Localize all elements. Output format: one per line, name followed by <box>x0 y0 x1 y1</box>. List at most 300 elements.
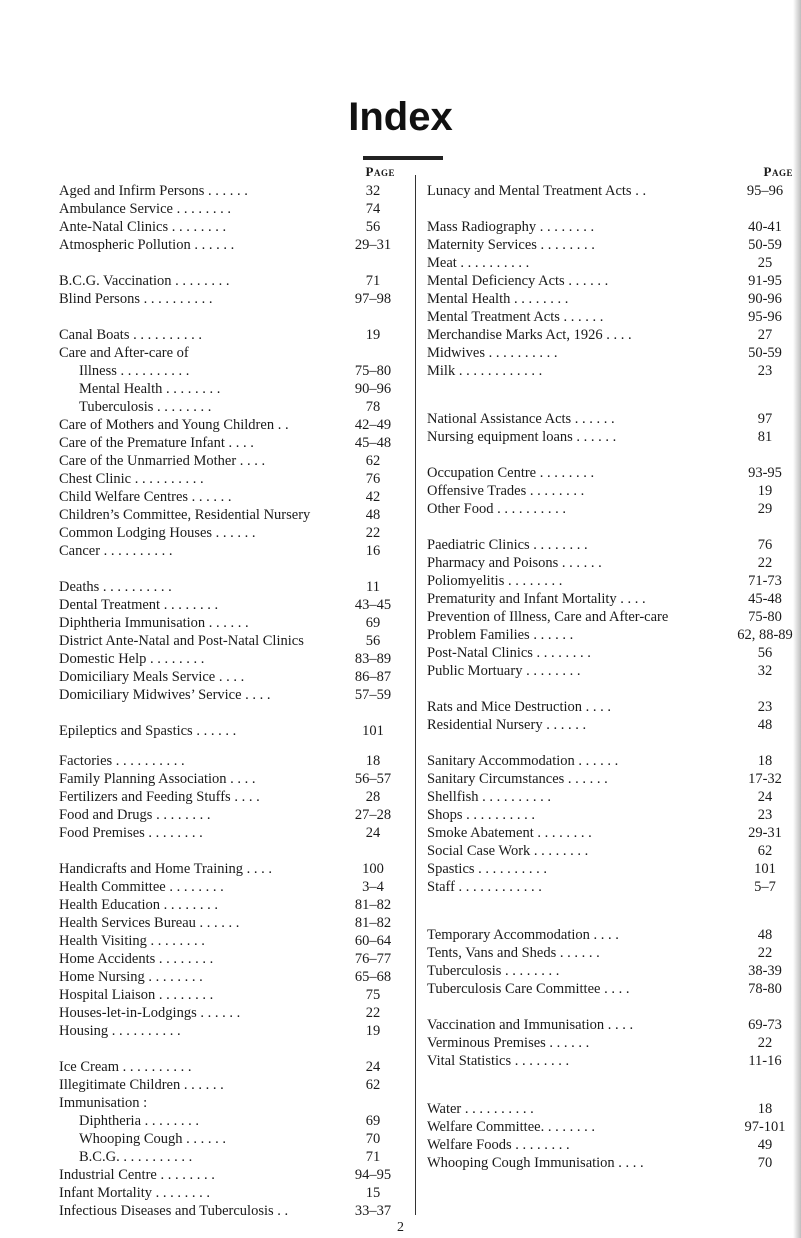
index-term: Atmospheric Pollution . . . . . . <box>59 237 235 253</box>
index-pages: 22 <box>365 1005 381 1021</box>
index-term: Food Premises . . . . . . . . <box>59 825 203 841</box>
index-entry <box>427 344 795 362</box>
section-gap <box>427 734 795 752</box>
index-term: Mental Health . . . . . . . . <box>427 291 569 307</box>
index-term: Poliomyelitis . . . . . . . . <box>427 573 563 589</box>
index-term: Health Education . . . . . . . . <box>59 897 219 913</box>
index-pages: 33–37 <box>354 1203 392 1219</box>
section-gap <box>59 254 403 272</box>
index-term: Health Services Bureau . . . . . . <box>59 915 240 931</box>
index-entry <box>59 1004 403 1022</box>
index-term: Diphtheria Immunisation . . . . . . <box>59 615 249 631</box>
index-entry <box>59 1166 403 1184</box>
index-term: Shellfish . . . . . . . . . . <box>427 789 552 805</box>
index-entry <box>427 1034 795 1052</box>
index-entry <box>427 500 795 518</box>
index-pages: 48 <box>365 507 381 523</box>
index-pages: 62 <box>365 453 381 469</box>
index-term: Sanitary Accommodation . . . . . . <box>427 753 619 769</box>
index-entry <box>59 668 403 686</box>
index-entry <box>59 806 403 824</box>
index-entry <box>427 626 795 644</box>
index-pages: 48 <box>757 717 773 733</box>
index-term: Tents, Vans and Sheds . . . . . . <box>427 945 600 961</box>
index-pages: 94–95 <box>354 1167 392 1183</box>
section-gap <box>59 1040 403 1058</box>
index-term: Infectious Diseases and Tuberculosis . . <box>59 1203 289 1219</box>
index-pages: 50-59 <box>748 345 782 361</box>
index-pages: 22 <box>757 1035 773 1051</box>
index-term: B.C.G. . . . . . . . . . . <box>79 1149 193 1165</box>
index-entry <box>427 698 795 716</box>
index-pages: 93-95 <box>748 465 782 481</box>
index-term: District Ante-Natal and Post-Natal Clinics <box>59 633 304 649</box>
index-pages: 78 <box>365 399 381 415</box>
index-term: Sanitary Circumstances . . . . . . <box>427 771 608 787</box>
index-term: Maternity Services . . . . . . . . <box>427 237 595 253</box>
index-pages: 40-41 <box>748 219 782 235</box>
index-term: Housing . . . . . . . . . . <box>59 1023 181 1039</box>
index-entry <box>59 380 403 398</box>
index-pages: 70 <box>365 1131 381 1147</box>
index-pages: 29 <box>757 501 773 517</box>
index-pages: 22 <box>365 525 381 541</box>
section-gap <box>427 914 795 926</box>
index-term: Care of the Unmarried Mother . . . . <box>59 453 266 469</box>
index-pages: 56–57 <box>354 771 392 787</box>
index-term: Infant Mortality . . . . . . . . <box>59 1185 211 1201</box>
index-pages: 22 <box>757 945 773 961</box>
index-entry <box>427 752 795 770</box>
index-entry <box>427 716 795 734</box>
index-pages: 32 <box>757 663 773 679</box>
index-entry <box>59 1184 403 1202</box>
index-pages: 78-80 <box>748 981 782 997</box>
index-term: Welfare Committee. . . . . . . . <box>427 1119 595 1135</box>
index-entry <box>427 788 795 806</box>
section-gap <box>427 680 795 698</box>
index-entry <box>427 944 795 962</box>
index-entry <box>427 770 795 788</box>
index-pages: 69 <box>365 615 381 631</box>
index-entry <box>59 1202 403 1220</box>
index-pages: 42–49 <box>354 417 392 433</box>
index-pages: 70 <box>757 1155 773 1171</box>
index-entry <box>427 482 795 500</box>
index-pages: 23 <box>757 363 773 379</box>
index-pages: 18 <box>757 1101 773 1117</box>
index-pages: 76 <box>365 471 381 487</box>
index-pages: 75-80 <box>748 609 782 625</box>
index-column-left <box>59 164 403 1220</box>
index-entry <box>427 554 795 572</box>
index-entry <box>59 986 403 1004</box>
index-pages: 71-73 <box>748 573 782 589</box>
section-gap <box>59 560 403 578</box>
index-term: Family Planning Association . . . . <box>59 771 256 787</box>
index-pages: 101 <box>362 723 384 739</box>
index-term: Ante-Natal Clinics . . . . . . . . <box>59 219 227 235</box>
index-pages: 56 <box>365 633 381 649</box>
index-pages: 18 <box>365 753 381 769</box>
section-gap <box>427 200 795 218</box>
index-term: Spastics . . . . . . . . . . <box>427 861 548 877</box>
index-term: Deaths . . . . . . . . . . <box>59 579 172 595</box>
index-entry <box>427 608 795 626</box>
index-pages: 76 <box>757 537 773 553</box>
index-entry <box>427 842 795 860</box>
index-entry <box>59 1022 403 1040</box>
index-term: Merchandise Marks Act, 1926 . . . . <box>427 327 632 343</box>
index-entry <box>59 488 403 506</box>
index-term: Occupation Centre . . . . . . . . <box>427 465 595 481</box>
index-pages: 24 <box>365 825 381 841</box>
index-pages: 28 <box>365 789 381 805</box>
index-term: Offensive Trades . . . . . . . . <box>427 483 585 499</box>
index-entry <box>427 1052 795 1070</box>
index-pages: 24 <box>365 1059 381 1075</box>
index-pages: 56 <box>365 219 381 235</box>
index-column-right <box>427 164 795 1172</box>
index-entry <box>59 542 403 560</box>
section-gap <box>427 1088 795 1100</box>
index-pages: 43–45 <box>354 597 392 613</box>
section-gap <box>427 998 795 1016</box>
index-pages: 75–80 <box>354 363 392 379</box>
index-entry <box>427 1136 795 1154</box>
section-gap <box>59 740 403 752</box>
index-pages: 81 <box>757 429 773 445</box>
index-entry <box>427 644 795 662</box>
section-gap <box>59 308 403 326</box>
page-number: 2 <box>397 1220 404 1235</box>
title-underline <box>363 156 443 160</box>
index-term: Child Welfare Centres . . . . . . <box>59 489 232 505</box>
index-pages: 90–96 <box>354 381 392 397</box>
index-term: Mental Deficiency Acts . . . . . . <box>427 273 609 289</box>
index-pages: 90-96 <box>748 291 782 307</box>
index-entry <box>427 572 795 590</box>
index-term: Other Food . . . . . . . . . . <box>427 501 566 517</box>
index-term: Ice Cream . . . . . . . . . . <box>59 1059 192 1075</box>
index-term: Nursing equipment loans . . . . . . <box>427 429 617 445</box>
index-term: Prevention of Illness, Care and After-care <box>427 609 669 625</box>
index-term: Factories . . . . . . . . . . <box>59 753 185 769</box>
index-entry <box>427 182 795 200</box>
index-term: Meat . . . . . . . . . . <box>427 255 530 271</box>
index-entry <box>427 464 795 482</box>
index-term: Home Nursing . . . . . . . . <box>59 969 203 985</box>
index-term: Epileptics and Spastics . . . . . . <box>59 723 237 739</box>
index-pages: 97 <box>757 411 773 427</box>
index-pages: 19 <box>757 483 773 499</box>
index-term: Home Accidents . . . . . . . . <box>59 951 214 967</box>
index-pages: 11 <box>366 579 380 595</box>
index-term: Lunacy and Mental Treatment Acts . . <box>427 183 647 199</box>
index-entry <box>59 434 403 452</box>
index-term: Care of the Premature Infant . . . . <box>59 435 254 451</box>
index-entry <box>427 824 795 842</box>
index-term: Diphtheria . . . . . . . . <box>79 1113 200 1129</box>
index-pages: 100 <box>362 861 384 877</box>
index-entry <box>427 428 795 446</box>
index-pages: 23 <box>757 699 773 715</box>
index-entry <box>427 1118 795 1136</box>
index-pages: 42 <box>365 489 381 505</box>
index-entry <box>59 1094 403 1112</box>
page-column-header: Page <box>763 164 793 179</box>
index-entry <box>59 968 403 986</box>
index-term: Milk . . . . . . . . . . . . <box>427 363 543 379</box>
index-pages: 19 <box>365 1023 381 1039</box>
section-gap <box>59 704 403 722</box>
index-entry <box>59 950 403 968</box>
index-term: National Assistance Acts . . . . . . <box>427 411 615 427</box>
index-term: Health Visiting . . . . . . . . <box>59 933 205 949</box>
index-pages: 74 <box>365 201 381 217</box>
index-term: Mental Treatment Acts . . . . . . <box>427 309 604 325</box>
index-pages: 45-48 <box>748 591 782 607</box>
index-pages: 71 <box>365 1149 381 1165</box>
index-term: Staff . . . . . . . . . . . . <box>427 879 542 895</box>
index-pages: 86–87 <box>354 669 392 685</box>
index-term: Common Lodging Houses . . . . . . <box>59 525 256 541</box>
index-term: B.C.G. Vaccination . . . . . . . . <box>59 273 230 289</box>
index-entry <box>427 290 795 308</box>
index-entry <box>59 914 403 932</box>
index-pages: 81–82 <box>354 897 392 913</box>
index-entry <box>59 416 403 434</box>
index-term: Vaccination and Immunisation . . . . <box>427 1017 634 1033</box>
index-entry <box>427 218 795 236</box>
index-term: Tuberculosis Care Committee . . . . <box>427 981 630 997</box>
index-term: Chest Clinic . . . . . . . . . . <box>59 471 204 487</box>
index-term: Social Case Work . . . . . . . . <box>427 843 589 859</box>
index-entry <box>59 824 403 842</box>
index-term: Health Committee . . . . . . . . <box>59 879 224 895</box>
index-entry <box>59 470 403 488</box>
index-entries-left <box>59 182 403 1220</box>
index-entry <box>427 236 795 254</box>
index-entry <box>427 362 795 380</box>
index-entry <box>59 452 403 470</box>
index-term: Illness . . . . . . . . . . <box>79 363 190 379</box>
index-entry <box>59 860 403 878</box>
index-entry <box>59 578 403 596</box>
index-term: Whooping Cough . . . . . . <box>79 1131 227 1147</box>
index-entry <box>59 1148 403 1166</box>
index-entry <box>59 236 403 254</box>
index-pages: 76–77 <box>354 951 392 967</box>
index-entry <box>427 536 795 554</box>
index-entry <box>427 272 795 290</box>
index-term: Canal Boats . . . . . . . . . . <box>59 327 202 343</box>
index-pages: 17-32 <box>748 771 782 787</box>
index-entry <box>59 362 403 380</box>
index-term: Blind Persons . . . . . . . . . . <box>59 291 213 307</box>
index-term: Water . . . . . . . . . . <box>427 1101 534 1117</box>
index-entry <box>427 806 795 824</box>
index-pages: 95-96 <box>748 309 782 325</box>
index-entry <box>427 308 795 326</box>
index-term: Whooping Cough Immunisation . . . . <box>427 1155 644 1171</box>
index-entry <box>59 614 403 632</box>
index-term: Pharmacy and Poisons . . . . . . <box>427 555 602 571</box>
index-entry <box>59 1112 403 1130</box>
index-term: Food and Drugs . . . . . . . . <box>59 807 211 823</box>
index-entries-right <box>427 182 795 1172</box>
index-entry <box>427 926 795 944</box>
index-term: Domiciliary Midwives’ Service . . . . <box>59 687 271 703</box>
index-term: Aged and Infirm Persons . . . . . . <box>59 183 248 199</box>
index-entry <box>59 896 403 914</box>
index-entry <box>427 860 795 878</box>
index-term: Handicrafts and Home Training . . . . <box>59 861 273 877</box>
index-pages: 65–68 <box>354 969 392 985</box>
index-pages: 22 <box>757 555 773 571</box>
index-term: Care and After-care of <box>59 345 189 361</box>
section-gap <box>427 896 795 914</box>
index-term: Fertilizers and Feeding Stuffs . . . . <box>59 789 260 805</box>
index-term: Welfare Foods . . . . . . . . <box>427 1137 570 1153</box>
index-entry <box>427 326 795 344</box>
index-pages: 23 <box>757 807 773 823</box>
index-pages: 50-59 <box>748 237 782 253</box>
index-pages: 71 <box>365 273 381 289</box>
index-term: Post-Natal Clinics . . . . . . . . <box>427 645 591 661</box>
index-term: Public Mortuary . . . . . . . . <box>427 663 581 679</box>
index-term: Midwives . . . . . . . . . . <box>427 345 558 361</box>
index-term: Temporary Accommodation . . . . <box>427 927 619 943</box>
index-term: Illegitimate Children . . . . . . <box>59 1077 224 1093</box>
index-term: Verminous Premises . . . . . . <box>427 1035 590 1051</box>
section-gap <box>427 1070 795 1088</box>
index-entry <box>427 1100 795 1118</box>
index-pages: 69 <box>365 1113 381 1129</box>
index-entry <box>427 410 795 428</box>
index-pages: 57–59 <box>354 687 392 703</box>
index-entry <box>427 962 795 980</box>
section-gap <box>59 842 403 860</box>
index-term: Paediatric Clinics . . . . . . . . <box>427 537 588 553</box>
index-pages: 97-101 <box>744 1119 786 1135</box>
index-entry <box>427 1016 795 1034</box>
index-entry <box>59 272 403 290</box>
section-gap <box>427 518 795 536</box>
index-entry <box>59 932 403 950</box>
index-entry <box>427 878 795 896</box>
index-entry <box>59 506 403 524</box>
index-pages: 60–64 <box>354 933 392 949</box>
index-term: Immunisation : <box>59 1095 148 1111</box>
index-entry <box>59 878 403 896</box>
index-entry <box>427 662 795 680</box>
index-entry <box>59 182 403 200</box>
index-term: Problem Families . . . . . . <box>427 627 574 643</box>
page-edge-shadow <box>793 0 801 1238</box>
index-entry <box>59 344 403 362</box>
index-term: Tuberculosis . . . . . . . . <box>79 399 212 415</box>
index-term: Children’s Committee, Residential Nursery <box>59 507 311 523</box>
index-entry <box>59 686 403 704</box>
index-pages: 15 <box>365 1185 381 1201</box>
index-pages: 24 <box>757 789 773 805</box>
index-pages: 95–96 <box>746 183 784 199</box>
index-entry <box>427 1154 795 1172</box>
index-pages: 18 <box>757 753 773 769</box>
index-term: Dental Treatment . . . . . . . . <box>59 597 219 613</box>
index-term: Residential Nursery . . . . . . <box>427 717 587 733</box>
section-gap <box>427 380 795 398</box>
index-pages: 38-39 <box>748 963 782 979</box>
index-term: Mental Health . . . . . . . . <box>79 381 221 397</box>
index-entry <box>59 326 403 344</box>
index-entry <box>59 722 403 740</box>
index-term: Rats and Mice Destruction . . . . <box>427 699 612 715</box>
index-pages: 27–28 <box>354 807 392 823</box>
column-divider <box>415 175 416 1215</box>
index-entry <box>59 770 403 788</box>
index-entry <box>59 200 403 218</box>
section-gap <box>427 446 795 464</box>
index-pages: 56 <box>757 645 773 661</box>
index-term: Care of Mothers and Young Children . . <box>59 417 289 433</box>
index-pages: 62, 88-89 <box>737 627 793 643</box>
index-pages: 32 <box>365 183 381 199</box>
index-entry <box>59 1058 403 1076</box>
index-entry <box>427 254 795 272</box>
index-term: Vital Statistics . . . . . . . . <box>427 1053 570 1069</box>
section-gap <box>427 398 795 410</box>
index-entry <box>59 1130 403 1148</box>
index-entry <box>59 632 403 650</box>
index-entry <box>59 524 403 542</box>
index-term: Prematurity and Infant Mortality . . . . <box>427 591 646 607</box>
index-term: Hospital Liaison . . . . . . . . <box>59 987 214 1003</box>
index-term: Houses-let-in-Lodgings . . . . . . <box>59 1005 241 1021</box>
index-pages: 62 <box>365 1077 381 1093</box>
index-term: Shops . . . . . . . . . . <box>427 807 535 823</box>
index-pages: 49 <box>757 1137 773 1153</box>
index-pages: 81–82 <box>354 915 392 931</box>
index-entry <box>59 650 403 668</box>
index-entry <box>427 980 795 998</box>
index-term: Domestic Help . . . . . . . . <box>59 651 205 667</box>
index-pages: 29–31 <box>354 237 392 253</box>
page-title: Index <box>348 95 453 139</box>
index-term: Tuberculosis . . . . . . . . <box>427 963 560 979</box>
index-entry <box>59 1076 403 1094</box>
index-pages: 45–48 <box>354 435 392 451</box>
index-pages: 19 <box>365 327 381 343</box>
index-entry <box>59 596 403 614</box>
index-entry <box>427 590 795 608</box>
index-pages: 16 <box>365 543 381 559</box>
index-pages: 101 <box>754 861 776 877</box>
index-entry <box>59 218 403 236</box>
index-pages: 25 <box>757 255 773 271</box>
index-pages: 97–98 <box>354 291 392 307</box>
index-entry <box>59 788 403 806</box>
index-term: Domiciliary Meals Service . . . . <box>59 669 245 685</box>
index-term: Smoke Abatement . . . . . . . . <box>427 825 592 841</box>
index-pages: 75 <box>365 987 381 1003</box>
page-column-header: Page <box>365 164 395 179</box>
index-pages: 11-16 <box>748 1053 782 1069</box>
index-pages: 69-73 <box>748 1017 782 1033</box>
index-term: Ambulance Service . . . . . . . . <box>59 201 231 217</box>
index-entry <box>59 752 403 770</box>
